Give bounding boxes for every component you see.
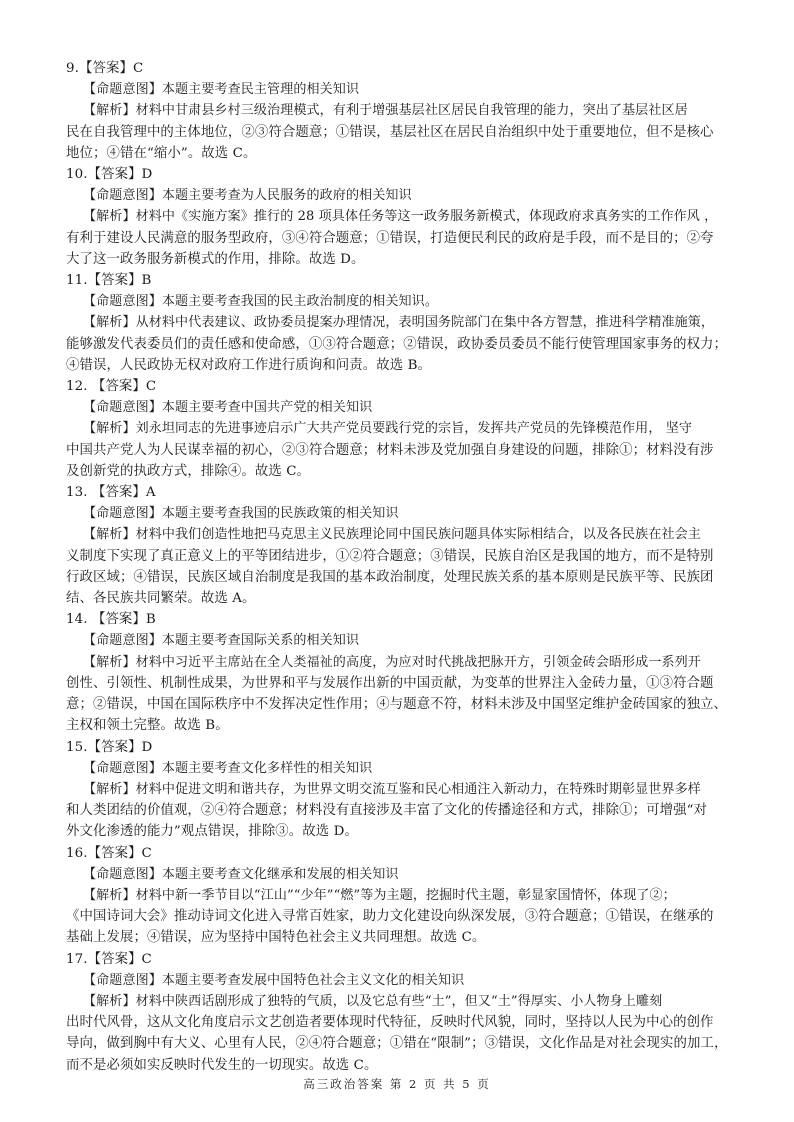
analysis-line: 【解析】材料中《实施方案》推行的 28 项具体任务等这一政务服务新模式，体现政府求真务实的工作作风 ，: [83, 209, 718, 225]
answer-item: [66, 376, 734, 482]
analysis-line: 导向，做到胸中有大义、心里有人民，②④符合题意；①错在“限制”；③错误，文化作品是对社会现实的加工，: [66, 1036, 728, 1052]
intent-line: 【命题意图】本题主要考查我国的民主政治制度的相关知识。: [83, 294, 438, 310]
answer-document: [66, 58, 734, 1076]
analysis-line: 出时代风骨，这从文化角度启示文艺创造者要体现时代特征，反映时代风貌，同时，坚持以人民为中心的创作: [66, 1015, 714, 1031]
analysis-line: 【解析】材料中甘肃县乡村三级治理模式，有利于增强基层社区居民自我管理的能力，突出了基层社区居: [83, 103, 688, 119]
intent-line: 【命题意图】本题主要考查文化继承和发展的相关知识: [83, 866, 399, 882]
analysis-line: ④错误，人民政协无权对政府工作进行质询和问责。故选 B。: [66, 357, 432, 373]
intent-line: 【命题意图】本题主要考查民主管理的相关知识: [83, 82, 360, 98]
analysis-line: 意；②错误，中国在国际秩序中不发挥决定性作用；④与题意不符，材料未涉及中国坚定维护金砖国家的独立、: [66, 697, 728, 713]
answer-item: [66, 58, 734, 164]
answer-line: 17.【答案】C: [66, 951, 152, 967]
answer-line: 14. 【答案】B: [66, 612, 156, 628]
analysis-line: 和人类团结的价值观，②④符合题意；材料没有直接涉及丰富了文化的传播途径和方式，排除①；可增强“对: [66, 803, 708, 819]
analysis-line: 大了这一政务服务新模式的作用，排除。故选 D。: [66, 251, 365, 267]
analysis-line: 【解析】材料中新一季节目以“江山”“少年”“燃”等为主题，挖掘时代主题，彰显家国情怀，体现了②；: [83, 887, 676, 903]
analysis-line: 主权和领土完整。故选 B。: [66, 718, 229, 734]
answer-line: 16.【答案】C: [66, 845, 152, 861]
analysis-line: 及创新党的执政方式，排除④。故选 C。: [66, 463, 311, 479]
analysis-line: 结、各民族共同繁荣。故选 A。: [66, 591, 256, 607]
analysis-line: 【解析】材料中习近平主席站在全人类福祉的高度，为应对时代挑战把脉开方，引领金砖会晤形成一系列开: [83, 654, 701, 670]
answer-item: [66, 482, 734, 609]
intent-line: 【命题意图】本题主要考查国际关系的相关知识: [83, 633, 360, 649]
intent-line: 【命题意图】本题主要考查我国的民族政策的相关知识: [83, 506, 399, 522]
answer-item: [66, 609, 734, 736]
analysis-line: 基础上发展；④错误，应为坚持中国特色社会主义共同理想。故选 C。: [66, 930, 486, 946]
analysis-line: 而不是必须如实反映时代发生的一切现实。故选 C。: [66, 1057, 378, 1073]
answer-item: [66, 164, 734, 270]
analysis-line: 《中国诗词大会》推动诗词文化进入寻常百姓家，助力文化建设向纵深发展，③符合题意；①错误，在继承的: [66, 909, 714, 925]
analysis-line: 义制度下实现了真正意义上的平等团结进步，①②符合题意；③错误，民族自治区是我国的地方，而不是特别: [66, 548, 714, 564]
analysis-line: 【解析】从材料中代表建议、政协委员提案办理情况，表明国务院部门在集中各方智慧，推进科学精准施策，: [83, 315, 715, 331]
analysis-line: 外文化渗透的能力”观点错误，排除③。故选 D。: [66, 824, 358, 840]
answer-item: [66, 949, 734, 1076]
analysis-line: 民在自我管理中的主体地位，②③符合题意；①错误，基层社区在居民自治组织中处于重要地位，但不是核心: [66, 124, 714, 140]
answer-line: 9.【答案】C: [66, 61, 144, 76]
analysis-line: 【解析】材料中促进文明和谐共存，为世界文明交流互鉴和民心相通注入新动力，在特殊时期彰显世界多样: [83, 781, 701, 797]
analysis-line: 地位；④错在“缩小”。故选 C。: [66, 145, 257, 161]
page-footer: 高三政治答案 第 2 页 共 5 页: [303, 1077, 491, 1091]
answer-line: 15.【答案】D: [66, 739, 153, 755]
analysis-line: 有利于建设人民满意的服务型政府，③④符合题意；①错误，打造便民利民的政府是手段，而不是目的；②夸: [66, 230, 714, 246]
analysis-line: 【解析】刘永坦同志的先进事迹启示广大共产党员要践行党的宗旨，发挥共产党员的先锋模范作用， 坚守: [83, 421, 693, 437]
analysis-line: 行政区域；④错误，民族区域自治制度是我国的基本政治制度，处理民族关系的基本原则是民族平等、民族团: [66, 569, 714, 585]
analysis-line: 【解析】材料中我们创造性地把马克思主义民族理论同中国民族问题具体实际相结合，以及各民族在社会主: [83, 527, 701, 543]
analysis-line: 【解析】材料中陕西话剧形成了独特的气质，以及它总有些“土”，但又“土”得厚实、小人物身上雕刻: [83, 993, 663, 1009]
intent-line: 【命题意图】本题主要考查为人民服务的政府的相关知识: [83, 188, 412, 204]
answer-line: 11.【答案】B: [66, 273, 152, 289]
answer-line: 12. 【答案】C: [66, 379, 157, 395]
intent-line: 【命题意图】本题主要考查发展中国特色社会主义文化的相关知识: [83, 972, 465, 988]
answer-item: [66, 270, 734, 376]
analysis-line: 创性、引领性、机制性成果，为世界和平与发展作出新的中国贡献，为变革的世界注入金砖力量，①③符合题: [66, 675, 714, 691]
analysis-line: 中国共产党人为人民谋幸福的初心，②③符合题意；材料未涉及党加强自身建设的问题，排除①；材料没有涉: [66, 442, 714, 458]
analysis-line: 能够激发代表委员们的责任感和使命感，①③符合题意；②错误，政协委员委员不能行使管理国家事务的权力；: [66, 336, 728, 352]
answer-item: [66, 843, 734, 949]
answer-line: 10.【答案】D: [66, 167, 153, 183]
answer-item: [66, 737, 734, 843]
intent-line: 【命题意图】本题主要考查文化多样性的相关知识: [83, 760, 373, 776]
intent-line: 【命题意图】本题主要考查中国共产党的相关知识: [83, 400, 373, 416]
answer-line: 13. 【答案】A: [66, 485, 156, 501]
